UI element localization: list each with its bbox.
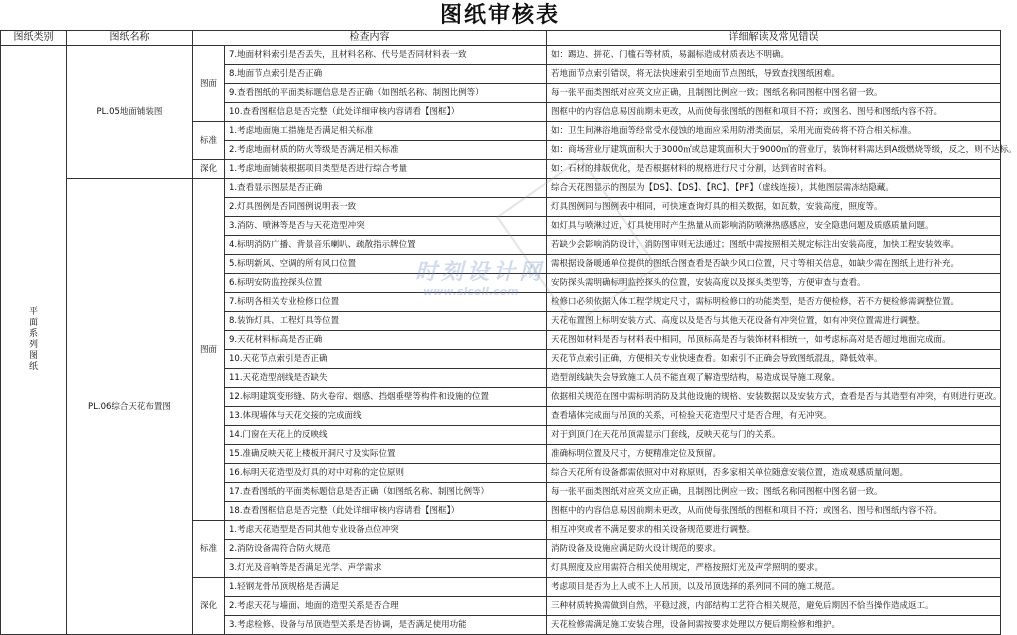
detail-cell: 如：商场营业厅建筑面积大于3000㎡或总建筑面积大于9000㎡的营业厅，装饰材料需达到A级燃烧等级，反之，则不达标。	[547, 141, 1001, 160]
detail-cell: 考虑项目是否为上人或不上人吊顶，以及吊顶选择的系列同不同的施工规范。	[547, 578, 1001, 597]
detail-cell: 检修口必须依据人体工程学规定尺寸，需标明检修口的功能类型，是否方便检修，若不方便检修需调整位置。	[547, 293, 1001, 312]
detail-cell: 每一张平面类图纸对应英文应正确，且制图比例应一致；图纸名称同图框中图名留一致。	[547, 84, 1001, 103]
group-label-cell: 标准	[193, 122, 225, 160]
detail-cell: 若缺少会影响消防设计，消防图审则无法通过；图纸中需按照相关规定标注出安装高度，加快工程安装效率。	[547, 236, 1001, 255]
check-item-cell: 2.消防设备需符合防火规范	[225, 540, 547, 559]
check-item-cell: 1.查看显示图层是否正确	[225, 179, 547, 198]
header-check: 检查内容	[193, 31, 547, 46]
check-item-cell: 8.装饰灯具、工程灯具等位置	[225, 312, 547, 331]
header-row	[1, 31, 1001, 46]
detail-cell: 天花布置图上标明安装方式、高度以及是否与其他天花设备有冲突位置，如有冲突位置需进行调整。	[547, 312, 1001, 331]
detail-cell: 三种材质转换需做到自然，平稳过渡，内部结构工艺符合相关规范，避免后期因不恰当操作造成返工。	[547, 597, 1001, 616]
detail-cell: 如：卫生间淋浴地面等经常受水侵蚀的地面应采用防滑类面层，采用光面瓷砖将不符合相关标准。	[547, 122, 1001, 141]
detail-cell: 如灯具与喷淋过近，灯具使用时产生热量从而影响消防喷淋热感感应，安全隐患问题及质感质量问题。	[547, 217, 1001, 236]
check-item-cell: 3.灯光及音响等是否满足光学、声学需求	[225, 559, 547, 578]
group-label-cell: 深化	[193, 578, 225, 635]
watermark-text: 时刻设计网	[415, 260, 546, 285]
detail-cell: 图框中的内容信息易因前期未更改，从而使每张图纸的图框和项目不符；或图名、图号和图纸内容不符。	[547, 103, 1001, 122]
detail-cell: 准确标明位置及尺寸，方便精准定位及预留。	[547, 445, 1001, 464]
detail-cell: 天花图如材料是否与材料表中相同，吊顶标高是否与装饰材料相统一，如考虑标高对是否超过地面完成面。	[547, 331, 1001, 350]
check-item-cell: 18.查看图框信息是否完整（此处详细审核内容请看【图框】）	[225, 502, 547, 521]
header-name: 图纸名称	[67, 31, 193, 46]
header-detail: 详细解读及常见错误	[547, 31, 1001, 46]
detail-cell: 综合天花所有设备都需依照对中对称原则，否多家相关单位随意安装位置，造成观感质量问题。	[547, 464, 1001, 483]
check-item-cell: 11.天花造型剖线是否缺失	[225, 369, 547, 388]
detail-cell: 相互冲突或者不满足要求的相关设备规范要进行调整。	[547, 521, 1001, 540]
detail-cell: 需根据设备暖通单位提供的图纸合图查看是否缺少风口位置，尺寸等相关信息，如缺少需在图纸上进行补充。	[547, 255, 1001, 274]
audit-table	[0, 30, 1017, 635]
check-item-cell: 2.考虑地面材质的防火等级是否满足相关标准	[225, 141, 547, 160]
detail-cell: 灯具图例同与图例表中相同，可快速查询灯具的相关数据，如瓦数，安装高度，照度等。	[547, 198, 1001, 217]
detail-cell: 天花节点索引正确，方便相关专业快速查看。如索引不正确会导致图纸混乱，降低效率。	[547, 350, 1001, 369]
detail-cell: 查看墙体完成面与吊顶的关系，可检验天花造型尺寸是否合理，有无冲突。	[547, 407, 1001, 426]
group-label-cell: 深化	[193, 160, 225, 179]
detail-cell: 天花检修需满足施工安装合理，设备间需按要求处理以方便后期检修和维护。	[547, 616, 1001, 635]
check-item-cell: 7.地面材料索引是否丢失，且材料名称、代号是否同材料表一致	[225, 46, 547, 65]
category-cell: 平面系列图纸	[1, 46, 67, 635]
detail-cell: 依据相关规范在图中需标明消防及其他设施的规格、安装数据以及安装方式，查看是否与其造型有冲突，有则进行更改。	[547, 388, 1001, 407]
check-item-cell: 15.准确反映天花上楼板开洞尺寸及实际位置	[225, 445, 547, 464]
check-item-cell: 1.考虑地面铺装根据项目类型是否进行综合考量	[225, 160, 547, 179]
detail-cell: 对于到顶门在天花吊顶需显示门套线，反映天花与门的关系。	[547, 426, 1001, 445]
check-item-cell: 2.考虑天花与墙面、地面的造型关系是否合理	[225, 597, 547, 616]
detail-cell: 造型剖线缺失会导致施工人员不能直观了解造型结构，易造成误导施工现象。	[547, 369, 1001, 388]
check-item-cell: 9.天花材料标高是否正确	[225, 331, 547, 350]
check-item-cell: 4.标明消防广播、背景音乐喇叭、疏散指示牌位置	[225, 236, 547, 255]
check-item-cell: 1.考虑地面施工措施是否满足相关标准	[225, 122, 547, 141]
group-label-cell: 图面	[193, 179, 225, 521]
check-item-cell: 10.查看图框信息是否完整（此处详细审核内容请看【图框】）	[225, 103, 547, 122]
check-item-cell: 17.查看图纸的平面类标题信息是否正确（如图纸名称、制图比例等）	[225, 483, 547, 502]
detail-cell: 如：踢边、拼花、门槛石等材质，易漏标造成材质表达不明确。	[547, 46, 1001, 65]
check-item-cell: 14.门窗在天花上的反映线	[225, 426, 547, 445]
check-item-cell: 3.消防、喷淋等是否与天花造型冲突	[225, 217, 547, 236]
detail-cell: 灯具照度及应用需符合相关使用规定，严格按照灯光及声学照明的要求。	[547, 559, 1001, 578]
check-item-cell: 16.标明天花造型及灯具的对中对称的定位原则	[225, 464, 547, 483]
check-item-cell: 5.标明新风、空调的所有风口位置	[225, 255, 547, 274]
detail-cell: 图框中的内容信息易因前期未更改，从而使每张图纸的图框和项目不符；或图名、图号和图纸内容不符。	[547, 502, 1001, 521]
check-item-cell: 3.考虑检修、设备与吊顶造型关系是否协调，是否满足使用功能	[225, 616, 547, 635]
detail-cell: 若地面节点索引错误，将无法快速索引至地面节点图纸，导致查找图纸困难。	[547, 65, 1001, 84]
detail-cell: 安防探头需明确标明监控探头的位置，安装高度以及探头类型等，方便审查与查看。	[547, 274, 1001, 293]
detail-cell: 每一张平面类图纸对应英文应正确，且制图比例应一致；图纸名称同图框中图名留一致。	[547, 483, 1001, 502]
group-label-cell: 图面	[193, 46, 225, 122]
check-item-cell: 8.地面节点索引是否正确	[225, 65, 547, 84]
check-item-cell: 1.考虑天花造型是否同其他专业设备点位冲突	[225, 521, 547, 540]
drawing-name-cell: PL.06综合天花布置图	[67, 179, 193, 635]
check-item-cell: 1.轻钢龙骨吊顶规格是否满足	[225, 578, 547, 597]
group-label-cell: 标准	[193, 521, 225, 578]
drawing-name-cell: PL.05地面铺装图	[67, 46, 193, 179]
table-row	[1, 46, 1001, 65]
detail-cell: 消防设备及设施应满足防火设计规范的要求。	[547, 540, 1001, 559]
page-title: 图纸审核表	[439, 2, 560, 28]
check-item-cell: 7.标明各相关专业检修口位置	[225, 293, 547, 312]
detail-cell: 如：石材的排版优化，是否根据材料的规格进行尺寸分割，达到省时省料。	[547, 160, 1001, 179]
check-item-cell: 10.天花节点索引是否正确	[225, 350, 547, 369]
table-row	[1, 179, 1001, 198]
watermark-url: www.slcoll.com	[423, 285, 519, 298]
check-item-cell: 13.体现墙体与天花交接的完成面线	[225, 407, 547, 426]
check-item-cell: 6.标明安防监控探头位置	[225, 274, 547, 293]
detail-cell: 综合天花图显示的图层为【DS】、【DS】、【RC】、【PF】（虚线连接），其他图层需冻结隐藏。	[547, 179, 1001, 198]
header-category: 图纸类别	[1, 31, 67, 46]
check-item-cell: 2.灯具图例是否同图例说明表一致	[225, 198, 547, 217]
check-item-cell: 12.标明建筑变形缝、防火卷帘、烟感、挡烟垂壁等构件和设施的位置	[225, 388, 547, 407]
check-item-cell: 9.查看图纸的平面类标题信息是否正确（如图纸名称、制图比例等）	[225, 84, 547, 103]
